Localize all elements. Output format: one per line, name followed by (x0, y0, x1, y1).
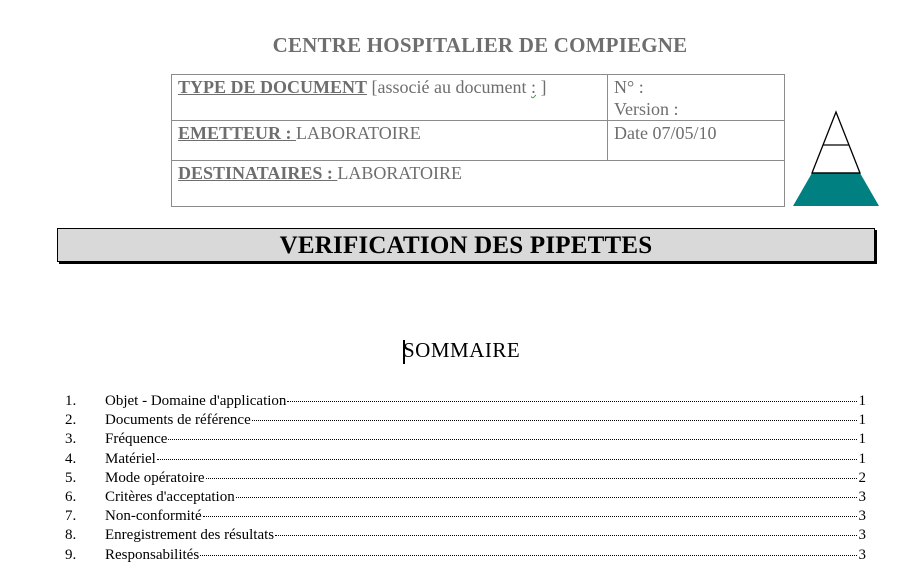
document-version-label: Version : (614, 99, 679, 119)
destinataires-label: DESTINATAIRES : (178, 163, 338, 183)
destinataires-cell[interactable] (172, 161, 784, 206)
date-cell[interactable] (608, 121, 785, 161)
spellcheck-marked-text[interactable]: : (530, 77, 536, 97)
toc-entry[interactable]: 2. Documents de référence 1 (65, 412, 866, 429)
toc-entry-label: Enregistrement des résultats (105, 527, 275, 544)
toc-entry-label: Critères d'acceptation (105, 488, 235, 505)
toc-leader (275, 535, 857, 536)
toc-leader (203, 516, 857, 517)
toc-page-number: 2 (858, 469, 866, 486)
document-title: VERIFICATION DES PIPETTES (279, 232, 653, 259)
toc-leader (157, 459, 857, 460)
emetteur-cell[interactable] (172, 121, 608, 161)
toc-entry[interactable]: 5. Mode opératoire 2 (65, 469, 866, 486)
toc-entry-label: Responsabilités (105, 546, 200, 563)
document-number-cell[interactable] (608, 75, 785, 121)
document-date: Date 07/05/10 (614, 123, 717, 143)
toc-entry-label: Documents de référence (105, 412, 251, 429)
toc-leader (200, 555, 857, 556)
toc-entry-label: Matériel (105, 450, 156, 467)
emetteur-label: EMETTEUR : (178, 123, 297, 143)
toc-entry[interactable]: 4. Matériel 1 (65, 450, 866, 467)
document-number-label: N° : (614, 77, 644, 97)
toc-leader (252, 420, 857, 421)
toc-entry[interactable]: 9. Responsabilités 3 (65, 546, 866, 563)
toc-page-number: 1 (858, 393, 866, 409)
toc-page-number: 1 (858, 450, 866, 467)
toc-entry-label: Mode opératoire (105, 469, 205, 486)
document-type-value-prefix: [associé au document (367, 77, 531, 97)
toc-entry-label: Objet - Domaine d'application (105, 393, 287, 409)
toc-leader (206, 478, 857, 479)
toc-leader (168, 439, 857, 440)
toc-page-number: 1 (858, 431, 866, 448)
document-title-banner (57, 228, 875, 262)
toc-page-number: 3 (858, 508, 866, 525)
document-type-value-suffix: ] (535, 77, 547, 97)
toc-entry-label: Fréquence (105, 431, 168, 448)
toc-page-number: 3 (858, 546, 866, 563)
toc-page-number: 3 (858, 488, 866, 505)
document-type-cell[interactable] (172, 75, 608, 121)
toc-leader (236, 497, 857, 498)
hospital-name: CENTRE HOSPITALIER DE COMPIEGNE (272, 33, 688, 57)
toc-leader (287, 401, 857, 402)
toc-entry[interactable]: 8. Enregistrement des résultats 3 (65, 527, 866, 544)
emetteur-value: LABORATOIRE (296, 123, 421, 143)
toc-entry[interactable]: 3. Fréquence 1 (65, 431, 866, 448)
toc-page-number: 3 (858, 527, 866, 544)
document-header-table (171, 74, 785, 207)
toc-entry[interactable]: 7. Non-conformité 3 (65, 508, 866, 525)
document-type-label: TYPE DE DOCUMENT (178, 77, 368, 97)
pyramid-logo-icon (792, 110, 880, 208)
toc-entry[interactable]: 1. Objet - Domaine d'application 1 (65, 393, 866, 409)
destinataires-value: LABORATOIRE (337, 163, 463, 183)
toc-entry-label: Non-conformité (105, 508, 202, 525)
toc-page-number: 1 (858, 412, 866, 429)
table-of-contents (65, 392, 866, 565)
toc-heading: SOMMAIRE (403, 338, 521, 362)
toc-entry[interactable]: 6. Critères d'acceptation 3 (65, 488, 866, 505)
